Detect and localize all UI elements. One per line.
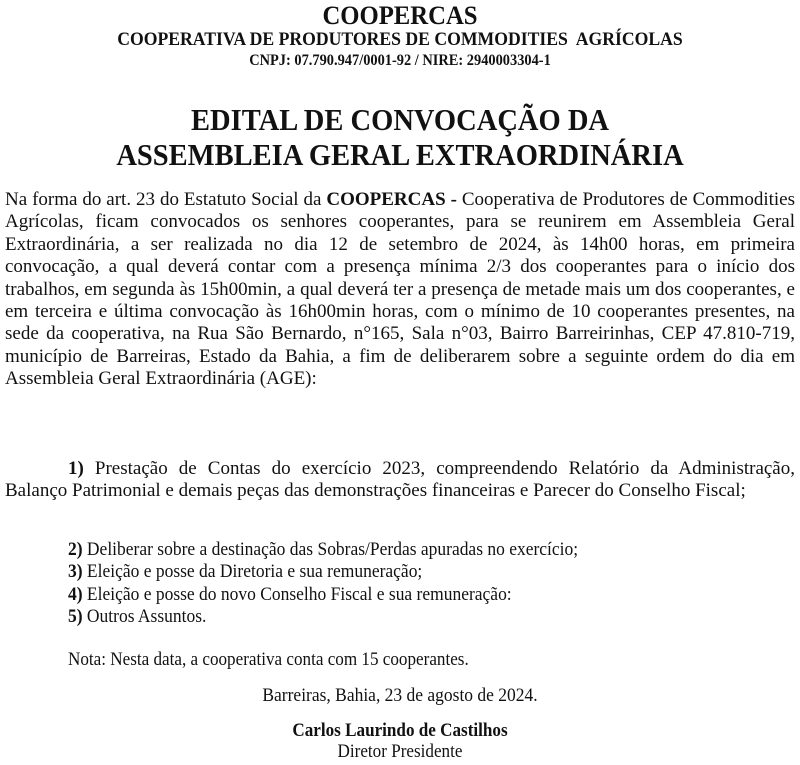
intro-text-start: Na forma do art. 23 do Estatuto Social da (5, 189, 327, 210)
agenda-item-number: 2) (68, 539, 83, 560)
org-full-name: COOPERATIVA DE PRODUTORES DE COMMODITIES AGRÍCOLAS (117, 29, 683, 50)
agenda-item-number: 5) (68, 606, 83, 628)
signatory-role: Diretor Presidente (337, 741, 463, 762)
title-line-1: EDITAL DE CONVOCAÇÃO DA (190, 102, 610, 137)
agenda-item-5 (68, 606, 578, 628)
agenda-item-number: 1) (68, 458, 84, 479)
org-short-name: COOPERCAS (322, 1, 478, 30)
agenda-item-text: Deliberar sobre a destinação das Sobras/Perdas apuradas no exercício; (82, 539, 579, 560)
agenda-item-text: Eleição e posse da Diretoria e sua remuneração; (82, 561, 423, 583)
agenda-item-2 (68, 539, 578, 561)
agenda-item-3 (68, 561, 578, 583)
agenda-list (68, 539, 578, 629)
agenda-item-text: Outros Assuntos. (82, 606, 207, 628)
document-title (32, 102, 768, 172)
signatory-name: Carlos Laurindo de Castilhos (292, 720, 508, 741)
org-registration-ids: CNPJ: 07.790.947/0001-92 / NIRE: 2940003304-1 (249, 52, 551, 69)
title-line-2: ASSEMBLEIA GERAL EXTRAORDINÁRIA (116, 137, 684, 172)
intro-text-rest: Cooperativa de Produtores de Commodities Agrícolas, ficam convocados os senhores cooperantes, para se reunirem em Assembleia Geral Extraordinária, a ser realizada no dia 12 de setembro de 2024, às 14h00 horas, em primeira convocação, a qual deverá contar com a presença mínima 2/3 dos cooperantes para o início dos trabalhos, em segunda às 15h00min, a qual deverá ter a presença de metade mais um dos cooperantes, e em terceira e última convocação às 16h00min horas, com o mínimo de 10 cooperantes presentes, na sede da cooperativa, na Rua São Bernardo, n°165, Sala n°03, Bairro Barreirinhas, CEP 47.810-719, município de Barreiras, Estado da Bahia, a fim de deliberarem sobre a seguinte ordem do dia em Assembleia Geral Extraordinária (AGE): (5, 189, 795, 390)
place-date: Barreiras, Bahia, 23 de agosto de 2024. (262, 685, 538, 706)
agenda-item-text: Eleição e posse do novo Conselho Fiscal e sua remuneração: (82, 583, 512, 605)
agenda-item-number: 3) (68, 561, 83, 583)
agenda-item-text: Prestação de Contas do exercício 2023, compreendendo Relatório da Administração, Balanço Patrimonial e demais peças das demonstrações financeiras e Parecer do Conselho Fiscal; (5, 458, 795, 502)
agenda-item-4 (68, 584, 578, 606)
convocation-paragraph (5, 189, 795, 391)
note-text: Nota: Nesta data, a cooperativa conta com 15 cooperantes. (68, 649, 469, 670)
intro-org-bold: COOPERCAS - (326, 189, 457, 210)
agenda-item-1 (5, 458, 795, 503)
agenda-item-number: 4) (68, 583, 83, 605)
